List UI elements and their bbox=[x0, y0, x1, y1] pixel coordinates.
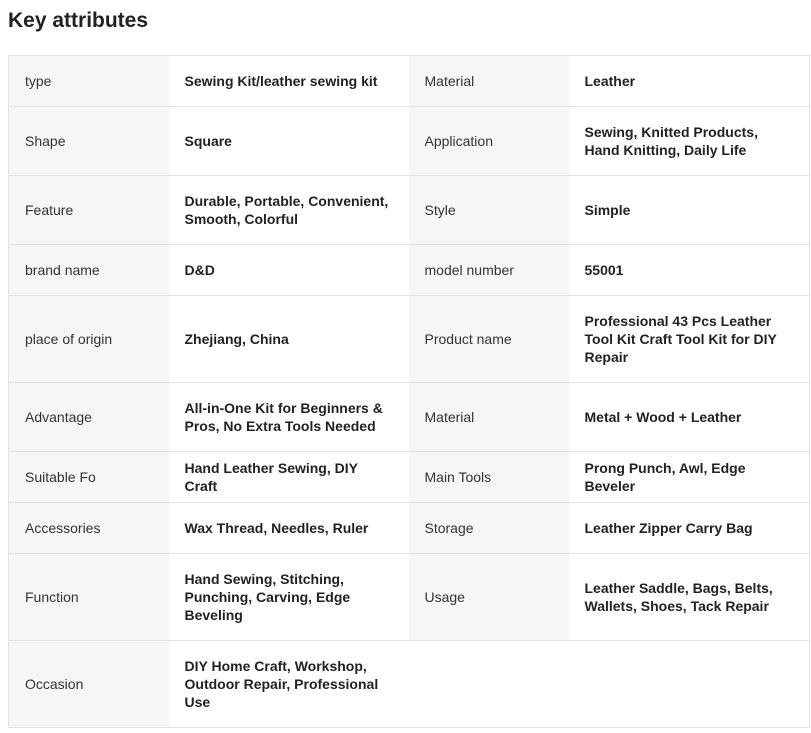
table-row bbox=[9, 56, 810, 107]
attribute-value: Prong Punch, Awl, Edge Beveler bbox=[569, 452, 810, 503]
empty-cell bbox=[409, 641, 569, 728]
attribute-value: Leather bbox=[569, 56, 810, 107]
table-row bbox=[9, 107, 810, 176]
attribute-value: 55001 bbox=[569, 245, 810, 296]
attribute-value: Wax Thread, Needles, Ruler bbox=[169, 503, 409, 554]
attribute-value: Leather Saddle, Bags, Belts, Wallets, Shoes, Tack Repair bbox=[569, 554, 810, 641]
attribute-name: Advantage bbox=[9, 383, 169, 452]
attribute-name: Material bbox=[409, 56, 569, 107]
table-row bbox=[9, 245, 810, 296]
attribute-value: Sewing, Knitted Products, Hand Knitting, Daily Life bbox=[569, 107, 810, 176]
attribute-name: Application bbox=[409, 107, 569, 176]
empty-cell bbox=[569, 641, 810, 728]
attribute-value: D&D bbox=[169, 245, 409, 296]
attribute-value: All-in-One Kit for Beginners & Pros, No Extra Tools Needed bbox=[169, 383, 409, 452]
attribute-value: Zhejiang, China bbox=[169, 296, 409, 383]
attribute-value: Professional 43 Pcs Leather Tool Kit Craft Tool Kit for DIY Repair bbox=[569, 296, 810, 383]
table-row bbox=[9, 503, 810, 554]
table-row bbox=[9, 452, 810, 503]
attribute-value: Square bbox=[169, 107, 409, 176]
attribute-name: Product name bbox=[409, 296, 569, 383]
attribute-name: Accessories bbox=[9, 503, 169, 554]
attribute-name: Storage bbox=[409, 503, 569, 554]
attribute-name: Main Tools bbox=[409, 452, 569, 503]
table-row bbox=[9, 641, 810, 728]
attribute-name: Material bbox=[409, 383, 569, 452]
attribute-name: model number bbox=[409, 245, 569, 296]
attribute-value: DIY Home Craft, Workshop, Outdoor Repair, Professional Use bbox=[169, 641, 409, 728]
attribute-value: Metal + Wood + Leather bbox=[569, 383, 810, 452]
attribute-value: Leather Zipper Carry Bag bbox=[569, 503, 810, 554]
attribute-name: Style bbox=[409, 176, 569, 245]
attribute-name: Occasion bbox=[9, 641, 169, 728]
section-title: Key attributes bbox=[8, 9, 149, 32]
attribute-name: Function bbox=[9, 554, 169, 641]
attribute-name: type bbox=[9, 56, 169, 107]
attribute-value: Sewing Kit/leather sewing kit bbox=[169, 56, 409, 107]
attribute-value: Hand Leather Sewing, DIY Craft bbox=[169, 452, 409, 503]
key-attributes-table bbox=[8, 55, 810, 728]
attribute-name: Usage bbox=[409, 554, 569, 641]
attribute-name: Feature bbox=[9, 176, 169, 245]
attribute-name: Shape bbox=[9, 107, 169, 176]
table-row bbox=[9, 554, 810, 641]
table-row bbox=[9, 176, 810, 245]
attribute-name: Suitable Fo bbox=[9, 452, 169, 503]
attribute-name: brand name bbox=[9, 245, 169, 296]
attribute-value: Simple bbox=[569, 176, 810, 245]
attribute-name: place of origin bbox=[9, 296, 169, 383]
attribute-value: Hand Sewing, Stitching, Punching, Carving, Edge Beveling bbox=[169, 554, 409, 641]
table-row bbox=[9, 383, 810, 452]
table-row bbox=[9, 296, 810, 383]
attribute-value: Durable, Portable, Convenient, Smooth, Colorful bbox=[169, 176, 409, 245]
